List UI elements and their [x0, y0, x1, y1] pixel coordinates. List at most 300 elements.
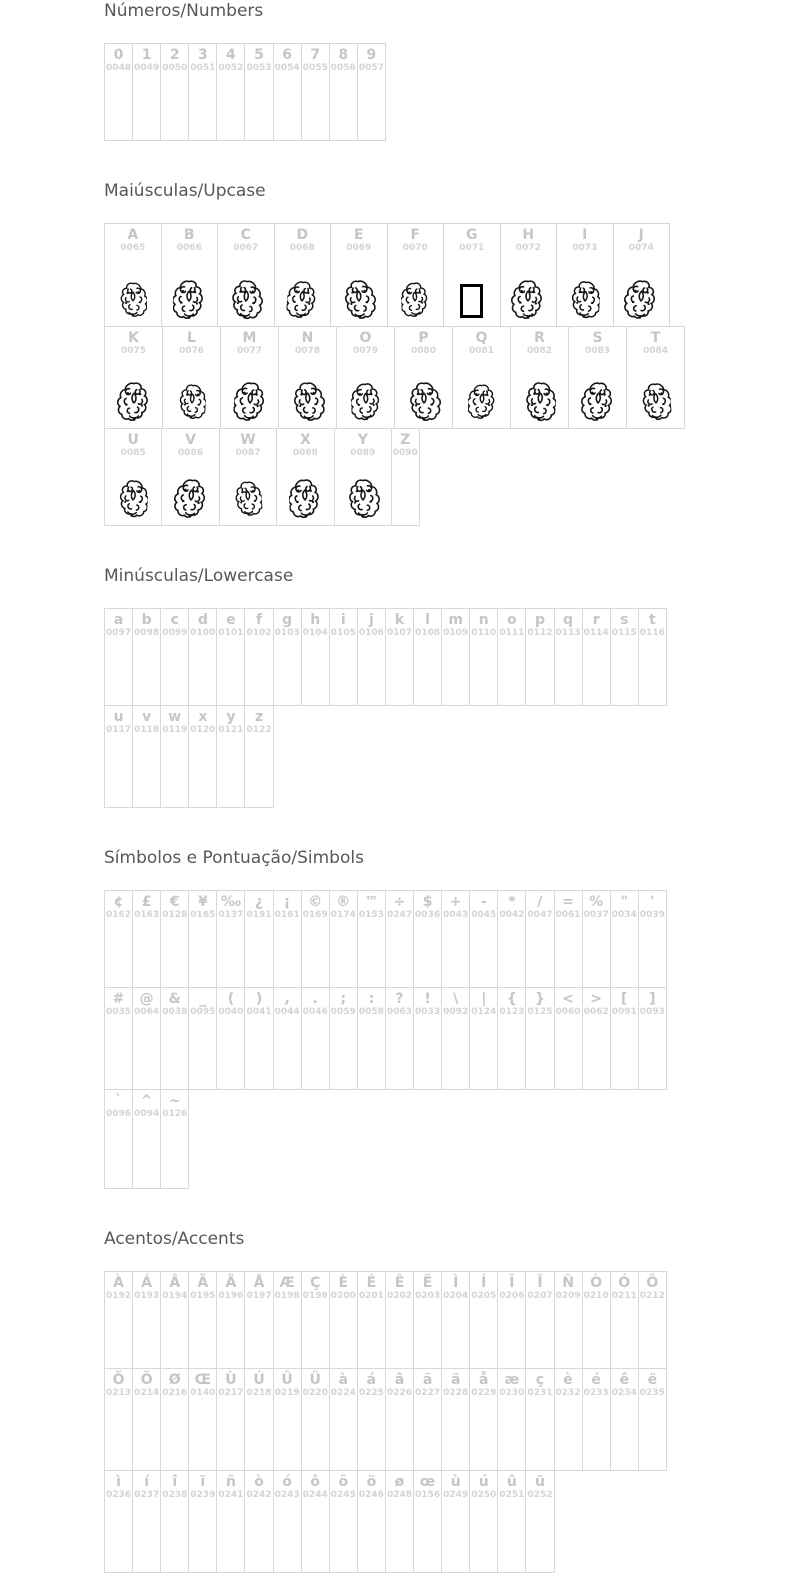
glyph-preview-area — [444, 254, 500, 326]
glyph-code-label: 0092 — [443, 1007, 469, 1017]
glyph-cell-0034 — [610, 890, 639, 988]
glyph-preview-area — [453, 357, 510, 428]
glyph-cell-0094 — [132, 1089, 161, 1189]
glyph-char-label: 9 — [366, 47, 377, 63]
glyph-code-label: 0199 — [302, 1291, 328, 1301]
glyph-char-label: : — [368, 991, 375, 1007]
glyph-cell-0113 — [554, 608, 583, 706]
glyph-code-label: 0100 — [190, 628, 216, 638]
glyph-code-label: 0140 — [190, 1388, 216, 1398]
glyph-cell-0200 — [329, 1271, 358, 1369]
glyph-cell-0042 — [497, 890, 526, 988]
glyph-preview-area — [105, 254, 161, 326]
glyph-code-label: 0109 — [443, 628, 469, 638]
glyph-preview-area — [639, 1018, 666, 1089]
glyph-char-label: z — [254, 709, 264, 725]
glyph-cell-0202 — [385, 1271, 414, 1369]
glyph-code-label: 0108 — [415, 628, 441, 638]
glyph-char-label: s — [620, 612, 629, 628]
glyph-cell-0092 — [441, 987, 470, 1090]
glyph-char-label: y — [226, 709, 236, 725]
glyph-code-label: 0165 — [190, 910, 216, 920]
glyph-preview-area — [133, 1399, 160, 1470]
glyph-code-label: 0118 — [134, 725, 160, 735]
glyph-cell-0059 — [329, 987, 358, 1090]
glyph-code-label: 0068 — [289, 243, 315, 253]
ornate-glyph-icon — [117, 477, 150, 521]
glyph-char-label: ¥ — [197, 894, 208, 910]
glyph-cell-0037 — [582, 890, 611, 988]
ornate-glyph-icon — [173, 279, 205, 321]
glyph-cell-0083 — [568, 326, 627, 429]
glyph-code-label: 0122 — [246, 725, 272, 735]
glyph-preview-area — [330, 1399, 357, 1470]
glyph-code-label: 0226 — [386, 1388, 413, 1398]
glyph-preview-area — [470, 1501, 497, 1572]
glyph-preview-area — [442, 1399, 469, 1470]
glyph-preview-area — [501, 254, 557, 326]
glyph-preview-area — [331, 254, 387, 326]
glyph-grid-row — [104, 1089, 800, 1189]
glyph-preview-area — [161, 1399, 188, 1470]
glyph-code-label: 0085 — [120, 448, 146, 458]
glyph-cell-0057 — [357, 43, 386, 141]
glyph-preview-area — [217, 921, 244, 987]
glyph-cell-0203 — [413, 1271, 442, 1369]
glyph-code-label: 0204 — [443, 1291, 469, 1301]
glyph-char-label: â — [394, 1372, 405, 1388]
glyph-code-label: 0201 — [358, 1291, 384, 1301]
section-title-symbols: Símbolos e Pontuação/Simbols — [104, 848, 364, 868]
glyph-code-label: 0169 — [302, 910, 328, 920]
glyph-cell-0231 — [525, 1368, 554, 1471]
glyph-preview-area — [511, 357, 568, 428]
glyph-preview-area — [105, 1302, 132, 1368]
glyph-cell-0063 — [385, 987, 414, 1090]
glyph-preview-area — [302, 1399, 329, 1470]
ornate-glyph-icon — [226, 278, 265, 322]
glyph-code-label: 0081 — [468, 346, 495, 356]
glyph-preview-area — [358, 1501, 385, 1572]
glyph-preview-area — [274, 1018, 301, 1089]
glyph-cell-0104 — [301, 608, 330, 706]
glyph-cell-0251 — [497, 1470, 526, 1573]
glyph-code-label: 0103 — [274, 628, 300, 638]
glyph-cell-0054 — [273, 43, 302, 141]
glyph-code-label: 0087 — [235, 448, 261, 458]
glyph-code-label: 0214 — [134, 1388, 160, 1398]
glyph-code-label: 0198 — [274, 1291, 300, 1301]
glyph-grid-row — [104, 1271, 800, 1369]
ornate-glyph-icon — [510, 279, 546, 321]
glyph-code-label: 0057 — [358, 63, 384, 73]
glyph-preview-area — [386, 639, 413, 705]
glyph-char-label: © — [308, 894, 323, 910]
glyph-char-label: ® — [336, 894, 351, 910]
glyph-cell-0086 — [161, 428, 219, 526]
glyph-preview-area — [498, 639, 525, 705]
glyph-code-label: 0049 — [134, 63, 160, 73]
glyph-cell-0067 — [217, 223, 275, 327]
glyph-code-label: 0229 — [471, 1388, 497, 1398]
glyph-grid-accents — [104, 1271, 800, 1573]
ornate-glyph-icon — [286, 278, 319, 322]
glyph-code-label: 0095 — [190, 1007, 216, 1017]
glyph-cell-0053 — [244, 43, 273, 141]
glyph-preview-area — [245, 921, 272, 987]
glyph-char-label: d — [197, 612, 208, 628]
glyph-cell-0156 — [413, 1470, 442, 1573]
glyph-char-label: é — [591, 1372, 601, 1388]
glyph-cell-0038 — [160, 987, 189, 1090]
glyph-char-label: À — [113, 1275, 124, 1291]
glyph-cell-0088 — [276, 428, 334, 526]
glyph-char-label: Ó — [618, 1275, 631, 1291]
glyph-preview-area — [388, 254, 444, 326]
glyph-grid-row — [104, 1368, 800, 1471]
glyph-preview-area — [162, 459, 218, 525]
glyph-cell-0045 — [469, 890, 498, 988]
glyph-char-label: ù — [450, 1474, 461, 1490]
glyph-preview-area — [414, 921, 441, 987]
glyph-code-label: 0225 — [358, 1388, 384, 1398]
glyph-cell-0048 — [104, 43, 133, 141]
glyph-grid-row — [104, 428, 800, 526]
glyph-code-label: 0218 — [246, 1388, 272, 1398]
glyph-preview-area — [498, 1302, 525, 1368]
glyph-preview-area — [277, 459, 333, 525]
glyph-preview-area — [583, 1302, 610, 1368]
ornate-glyph-icon — [288, 477, 322, 521]
glyph-code-label: 0058 — [358, 1007, 384, 1017]
glyph-code-label: 0050 — [162, 63, 188, 73]
glyph-cell-0111 — [497, 608, 526, 706]
glyph-grid-row — [104, 705, 800, 808]
glyph-cell-0219 — [273, 1368, 302, 1471]
glyph-code-label: 0045 — [471, 910, 497, 920]
glyph-code-label: 0035 — [106, 1007, 132, 1017]
glyph-cell-0241 — [216, 1470, 245, 1573]
glyph-char-label: œ — [419, 1474, 436, 1490]
glyph-code-label: 0037 — [583, 910, 609, 920]
glyph-code-label: 0248 — [386, 1490, 413, 1500]
glyph-char-label: à — [338, 1372, 349, 1388]
glyph-char-label: + — [449, 894, 462, 910]
section-lowercase — [104, 567, 800, 808]
glyph-char-label: p — [534, 612, 545, 628]
glyph-code-label: 0194 — [162, 1291, 188, 1301]
glyph-cell-0097 — [104, 608, 133, 706]
glyph-code-label: 0082 — [526, 346, 553, 356]
glyph-code-label: 0234 — [611, 1388, 637, 1398]
glyph-cell-0114 — [582, 608, 611, 706]
glyph-code-label: 0115 — [611, 628, 637, 638]
ornate-glyph-icon — [639, 380, 671, 424]
glyph-cell-0066 — [161, 223, 219, 327]
glyph-preview-area — [302, 1018, 329, 1089]
glyph-char-label: k — [394, 612, 405, 628]
glyph-char-label: Ú — [253, 1372, 265, 1388]
glyph-code-label: 0064 — [134, 1007, 160, 1017]
glyph-code-label: 0125 — [527, 1007, 553, 1017]
glyph-cell-0071 — [443, 223, 501, 327]
glyph-cell-0082 — [510, 326, 569, 429]
glyph-code-label: 0069 — [346, 243, 372, 253]
glyph-code-label: 0193 — [134, 1291, 160, 1301]
glyph-preview-area — [133, 1302, 160, 1368]
glyph-preview-area — [470, 1399, 497, 1470]
glyph-char-label: & — [168, 991, 181, 1007]
glyph-code-label: 0235 — [639, 1388, 665, 1398]
glyph-code-label: 0056 — [330, 63, 356, 73]
glyph-preview-area — [337, 357, 394, 428]
glyph-code-label: 0061 — [555, 910, 581, 920]
glyph-cell-0249 — [441, 1470, 470, 1573]
glyph-preview-area — [217, 1399, 244, 1470]
glyph-code-label: 0075 — [120, 346, 147, 356]
glyph-preview-area — [414, 639, 441, 705]
glyph-code-label: 0102 — [246, 628, 272, 638]
glyph-preview-area — [358, 1018, 385, 1089]
glyph-char-label: " — [620, 894, 628, 910]
glyph-cell-0069 — [330, 223, 388, 327]
glyph-code-label: 0206 — [499, 1291, 525, 1301]
glyph-char-label: J — [638, 227, 644, 243]
ornate-glyph-icon — [232, 380, 267, 424]
glyph-code-label: 0236 — [106, 1490, 132, 1500]
glyph-preview-area — [442, 1018, 469, 1089]
glyph-preview-area — [414, 1018, 441, 1089]
glyph-code-label: 0091 — [611, 1007, 637, 1017]
glyph-preview-area — [189, 1018, 216, 1089]
glyph-cell-0217 — [216, 1368, 245, 1471]
glyph-preview-area — [392, 459, 419, 525]
glyph-preview-area — [302, 639, 329, 705]
glyph-char-label: ÷ — [393, 894, 406, 910]
glyph-preview-area — [583, 1018, 610, 1089]
glyph-code-label: 0237 — [134, 1490, 160, 1500]
glyph-cell-0106 — [357, 608, 386, 706]
glyph-char-label: Ö — [140, 1372, 153, 1388]
glyph-code-label: 0205 — [471, 1291, 497, 1301]
glyph-preview-area — [189, 1399, 216, 1470]
glyph-preview-area — [162, 254, 218, 326]
glyph-preview-area — [639, 1399, 666, 1470]
glyph-char-label: Ù — [225, 1372, 237, 1388]
glyph-char-label: ? — [395, 991, 404, 1007]
glyph-char-label: C — [240, 227, 251, 243]
glyph-preview-area — [470, 1018, 497, 1089]
section-title-accents: Acentos/Accents — [104, 1229, 245, 1249]
glyph-char-label: ñ — [225, 1474, 236, 1490]
glyph-cell-0073 — [556, 223, 614, 327]
ornate-glyph-icon — [119, 279, 147, 321]
glyph-char-label: ( — [227, 991, 235, 1007]
glyph-char-label: £ — [141, 894, 152, 910]
glyph-char-label: P — [418, 330, 429, 346]
glyph-cell-0068 — [274, 223, 332, 327]
glyph-cell-0046 — [301, 987, 330, 1090]
glyph-cell-0060 — [554, 987, 583, 1090]
glyph-code-label: 0247 — [386, 910, 413, 920]
glyph-preview-area — [133, 639, 160, 705]
glyph-preview-area — [526, 921, 553, 987]
glyph-preview-area — [611, 639, 638, 705]
glyph-preview-area — [414, 1302, 441, 1368]
glyph-cell-0250 — [469, 1470, 498, 1573]
glyph-char-label: ! — [424, 991, 431, 1007]
glyph-preview-area — [105, 921, 132, 987]
glyph-code-label: 0128 — [162, 910, 188, 920]
glyph-code-label: 0036 — [415, 910, 441, 920]
ornate-glyph-icon — [176, 380, 207, 424]
glyph-code-label: 0033 — [415, 1007, 441, 1017]
glyph-cell-0055 — [301, 43, 330, 141]
glyph-preview-area — [105, 1120, 132, 1188]
glyph-code-label: 0073 — [572, 243, 598, 253]
glyph-code-label: 0070 — [402, 243, 428, 253]
glyph-preview-area — [105, 459, 161, 525]
glyph-code-label: 0044 — [274, 1007, 300, 1017]
glyph-code-label: 0219 — [274, 1388, 300, 1398]
glyph-code-label: 0041 — [246, 1007, 272, 1017]
glyph-preview-area — [386, 1399, 413, 1470]
glyph-preview-area — [358, 639, 385, 705]
glyph-cell-0234 — [610, 1368, 639, 1471]
glyph-cell-0226 — [385, 1368, 414, 1471]
glyph-char-label: ï — [200, 1474, 206, 1490]
glyph-char-label: Y — [357, 432, 368, 448]
glyph-char-label: ô — [310, 1474, 321, 1490]
glyph-code-label: 0099 — [162, 628, 188, 638]
glyph-preview-area — [386, 1018, 413, 1089]
glyph-char-label: Ñ — [562, 1275, 574, 1291]
glyph-code-label: 0096 — [106, 1109, 132, 1119]
glyph-preview-area — [302, 74, 329, 140]
glyph-preview-area — [526, 639, 553, 705]
glyph-cell-0242 — [244, 1470, 273, 1573]
glyph-cell-0209 — [554, 1271, 583, 1369]
glyph-cell-0230 — [497, 1368, 526, 1471]
glyph-cell-0087 — [219, 428, 277, 526]
glyph-code-label: 0077 — [236, 346, 263, 356]
glyph-char-label: Õ — [112, 1372, 125, 1388]
glyph-preview-area — [470, 639, 497, 705]
glyph-char-label: ü — [534, 1474, 545, 1490]
glyph-char-label: t — [648, 612, 656, 628]
glyph-cell-0211 — [610, 1271, 639, 1369]
glyph-code-label: 0098 — [134, 628, 160, 638]
glyph-preview-area — [639, 1302, 666, 1368]
glyph-preview-area — [358, 921, 385, 987]
glyph-preview-area — [442, 639, 469, 705]
section-numbers — [104, 2, 800, 141]
glyph-code-label: 0066 — [176, 243, 202, 253]
glyph-cell-0093 — [638, 987, 667, 1090]
glyph-preview-area — [275, 254, 331, 326]
glyph-char-label: ã — [422, 1372, 433, 1388]
glyph-char-label: Ã — [197, 1275, 209, 1291]
glyph-preview-area — [274, 74, 301, 140]
glyph-cell-0236 — [104, 1470, 133, 1573]
glyph-preview-area — [583, 639, 610, 705]
glyph-preview-area — [279, 357, 336, 428]
section-symbols — [104, 849, 800, 1189]
glyph-char-label: ¢ — [113, 894, 124, 910]
glyph-preview-area — [498, 1501, 525, 1572]
ornate-glyph-icon — [407, 381, 441, 423]
glyph-preview-area — [217, 1302, 244, 1368]
glyph-cell-0174 — [329, 890, 358, 988]
glyph-code-label: 0055 — [302, 63, 328, 73]
glyph-code-label: 0246 — [358, 1490, 384, 1500]
glyph-code-label: 0161 — [274, 910, 300, 920]
glyph-code-label: 0252 — [527, 1490, 553, 1500]
glyph-cell-0072 — [500, 223, 558, 327]
glyph-code-label: 0250 — [471, 1490, 497, 1500]
glyph-code-label: 0054 — [274, 63, 300, 73]
glyph-char-label: D — [296, 227, 309, 243]
glyph-preview-area — [105, 736, 132, 807]
glyph-cell-0235 — [638, 1368, 667, 1471]
glyph-char-label: Œ — [194, 1372, 211, 1388]
glyph-preview-area — [386, 1302, 413, 1368]
glyph-cell-0105 — [329, 608, 358, 706]
glyph-code-label: 0249 — [443, 1490, 469, 1500]
glyph-preview-area — [614, 254, 670, 326]
glyph-char-label: Ì — [453, 1275, 459, 1291]
glyph-code-label: 0094 — [134, 1109, 160, 1119]
glyph-cell-0125 — [525, 987, 554, 1090]
glyph-preview-area — [330, 1018, 357, 1089]
glyph-char-label: n — [478, 612, 489, 628]
glyph-char-label: 4 — [226, 47, 236, 63]
glyph-preview-area — [330, 639, 357, 705]
glyph-cell-0033 — [413, 987, 442, 1090]
glyph-cell-0194 — [160, 1271, 189, 1369]
glyph-code-label: 0230 — [499, 1388, 525, 1398]
glyph-preview-area — [220, 459, 276, 525]
glyph-cell-0116 — [638, 608, 667, 706]
glyph-code-label: 0051 — [190, 63, 216, 73]
glyph-cell-0163 — [132, 890, 161, 988]
glyph-char-label: Â — [169, 1275, 181, 1291]
glyph-cell-0162 — [104, 890, 133, 988]
glyph-cell-0122 — [244, 705, 273, 808]
glyph-code-label: 0076 — [178, 346, 205, 356]
glyph-cell-0137 — [216, 890, 245, 988]
glyph-cell-0212 — [638, 1271, 667, 1369]
glyph-preview-area — [105, 1399, 132, 1470]
glyph-char-label: , — [284, 991, 290, 1007]
glyph-code-label: 0089 — [350, 448, 376, 458]
glyph-char-label: g — [282, 612, 293, 628]
glyph-code-label: 0067 — [233, 243, 259, 253]
glyph-char-label: Ê — [394, 1275, 405, 1291]
glyph-char-label: . — [312, 991, 318, 1007]
glyph-preview-area — [335, 459, 391, 525]
glyph-preview-area — [133, 736, 160, 807]
glyph-code-label: 0093 — [639, 1007, 665, 1017]
glyph-preview-area — [161, 639, 188, 705]
glyph-char-label: { — [506, 991, 517, 1007]
glyph-cell-0213 — [104, 1368, 133, 1471]
glyph-char-label: x — [198, 709, 208, 725]
glyph-cell-0080 — [394, 326, 453, 429]
glyph-code-label: 0086 — [178, 448, 204, 458]
glyph-code-label: 0153 — [358, 910, 384, 920]
glyph-cell-0039 — [638, 890, 667, 988]
